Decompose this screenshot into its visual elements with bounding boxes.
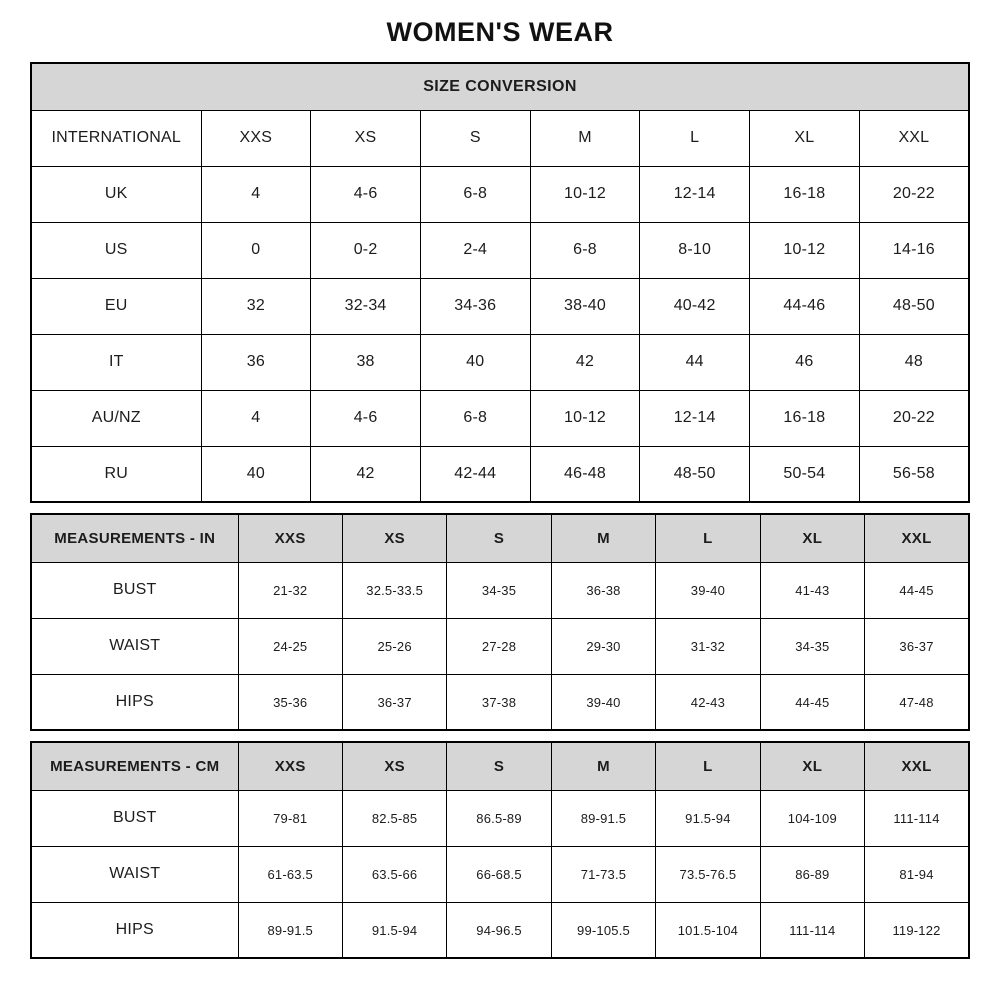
table-cell: 42 [530,334,640,390]
column-header: XXL [865,514,969,562]
table-cell: 39-40 [551,674,655,730]
table-cell: 48-50 [859,278,969,334]
table-row [31,618,969,674]
table-cell: 42 [311,446,421,502]
table-row [31,902,969,958]
table-title: SIZE CONVERSION [31,63,969,110]
table-cell: 12-14 [640,390,750,446]
table-cell: XS [311,110,421,166]
table-cell: 101.5-104 [656,902,760,958]
table-row [31,562,969,618]
row-label: WAIST [31,618,238,674]
column-header: L [656,742,760,790]
table-cell: 6-8 [420,166,530,222]
table-cell: 119-122 [865,902,969,958]
table-header-row [31,742,969,790]
table-cell: S [420,110,530,166]
table-row [31,110,969,166]
table-cell: 4-6 [311,166,421,222]
table-cell: 25-26 [342,618,446,674]
table-cell: 10-12 [750,222,860,278]
table-cell: 48 [859,334,969,390]
table-cell: 38-40 [530,278,640,334]
table-row [31,674,969,730]
table-cell: 40-42 [640,278,750,334]
row-label: RU [31,446,201,502]
table-row [31,790,969,846]
row-label: WAIST [31,846,238,902]
table-row [31,334,969,390]
table-cell: 41-43 [760,562,864,618]
row-label: INTERNATIONAL [31,110,201,166]
table-cell: 20-22 [859,390,969,446]
table-cell: 24-25 [238,618,342,674]
table-cell: 39-40 [656,562,760,618]
table-cell: L [640,110,750,166]
table-spacer [30,731,970,741]
table-cell: 63.5-66 [342,846,446,902]
table-cell: 2-4 [420,222,530,278]
row-label: AU/NZ [31,390,201,446]
measurements-cm-table [30,741,970,959]
table-cell: 10-12 [530,166,640,222]
table-cell: 31-32 [656,618,760,674]
table-cell: 99-105.5 [551,902,655,958]
table-cell: 79-81 [238,790,342,846]
table-cell: 44-46 [750,278,860,334]
table-cell: 48-50 [640,446,750,502]
row-label: HIPS [31,674,238,730]
table-cell: 111-114 [760,902,864,958]
table-spacer [30,503,970,513]
column-header: M [551,742,655,790]
table-cell: XXL [859,110,969,166]
table-cell: 4-6 [311,390,421,446]
table-cell: 86.5-89 [447,790,551,846]
row-label: UK [31,166,201,222]
table-cell: 36-38 [551,562,655,618]
table-cell: 56-58 [859,446,969,502]
measurements-in-table [30,513,970,731]
table-row [31,846,969,902]
table-cell: 35-36 [238,674,342,730]
column-header: S [447,742,551,790]
column-header: XL [760,514,864,562]
table-cell: 42-44 [420,446,530,502]
table-cell: 36 [201,334,311,390]
row-label: EU [31,278,201,334]
table-cell: 50-54 [750,446,860,502]
table-cell: 34-35 [447,562,551,618]
table-title: MEASUREMENTS - IN [31,514,238,562]
table-cell: 91.5-94 [342,902,446,958]
table-cell: 47-48 [865,674,969,730]
table-cell: 91.5-94 [656,790,760,846]
column-header: XXS [238,742,342,790]
table-cell: 37-38 [447,674,551,730]
table-cell: 14-16 [859,222,969,278]
table-row [31,222,969,278]
table-cell: 16-18 [750,390,860,446]
table-cell: 4 [201,390,311,446]
table-cell: 94-96.5 [447,902,551,958]
table-cell: 6-8 [420,390,530,446]
table-cell: M [530,110,640,166]
table-cell: XXS [201,110,311,166]
table-cell: 61-63.5 [238,846,342,902]
table-cell: 32 [201,278,311,334]
table-cell: 73.5-76.5 [656,846,760,902]
table-row [31,446,969,502]
table-cell: 71-73.5 [551,846,655,902]
table-cell: 40 [420,334,530,390]
table-cell: 40 [201,446,311,502]
table-cell: 89-91.5 [238,902,342,958]
size-conversion-table [30,62,970,503]
table-cell: 32-34 [311,278,421,334]
table-cell: 10-12 [530,390,640,446]
table-cell: 81-94 [865,846,969,902]
table-cell: 42-43 [656,674,760,730]
table-cell: 111-114 [865,790,969,846]
row-label: BUST [31,790,238,846]
table-cell: 46 [750,334,860,390]
table-cell: 82.5-85 [342,790,446,846]
page-title: WOMEN'S WEAR [386,17,614,47]
table-cell: 29-30 [551,618,655,674]
table-cell: 8-10 [640,222,750,278]
table-cell: 44-45 [760,674,864,730]
table-cell: 34-36 [420,278,530,334]
table-row [31,166,969,222]
table-cell: 36-37 [865,618,969,674]
table-cell: 20-22 [859,166,969,222]
column-header: M [551,514,655,562]
table-cell: 16-18 [750,166,860,222]
table-cell: 6-8 [530,222,640,278]
table-cell: 36-37 [342,674,446,730]
row-label: US [31,222,201,278]
table-cell: 46-48 [530,446,640,502]
table-cell: 86-89 [760,846,864,902]
row-label: BUST [31,562,238,618]
table-cell: 21-32 [238,562,342,618]
column-header: XXS [238,514,342,562]
column-header: XXL [865,742,969,790]
table-cell: 44 [640,334,750,390]
table-cell: 104-109 [760,790,864,846]
table-title: MEASUREMENTS - CM [31,742,238,790]
column-header: S [447,514,551,562]
table-cell: 4 [201,166,311,222]
table-cell: 38 [311,334,421,390]
column-header: XS [342,514,446,562]
row-label: IT [31,334,201,390]
row-label: HIPS [31,902,238,958]
column-header: XL [760,742,864,790]
table-header-row [31,514,969,562]
column-header: L [656,514,760,562]
table-header-row [31,63,969,110]
table-cell: 12-14 [640,166,750,222]
table-cell: 66-68.5 [447,846,551,902]
table-cell: 32.5-33.5 [342,562,446,618]
table-cell: 89-91.5 [551,790,655,846]
table-cell: 0-2 [311,222,421,278]
table-cell: 0 [201,222,311,278]
table-row [31,390,969,446]
column-header: XS [342,742,446,790]
table-cell: 34-35 [760,618,864,674]
table-cell: 27-28 [447,618,551,674]
table-cell: XL [750,110,860,166]
table-cell: 44-45 [865,562,969,618]
table-row [31,278,969,334]
